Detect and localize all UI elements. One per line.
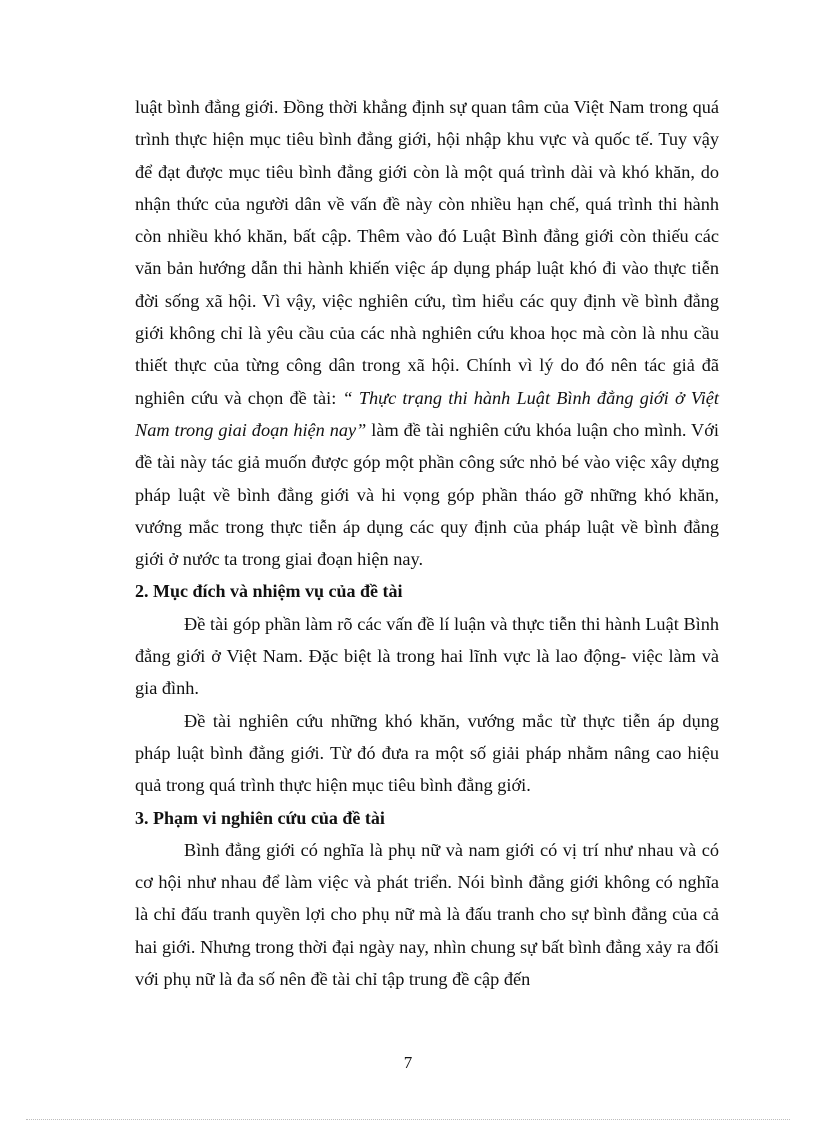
thesis-title: “ Thực trạng thi hành Luật Bình đẳng giới ở Việt Nam trong giai đoạn hiện nay”	[135, 387, 719, 440]
intro-text-part2: làm đề tài nghiên cứu khóa luận cho mình. Với đề tài này tác giả muốn được góp một phần công sức nhỏ bé vào việc xây dựng pháp luật về bình đẳng giới và hi vọng góp phần tháo gỡ những khó khăn, vướng mắc trong thực tiễn áp dụng các quy định của pháp luật về bình đẳng giới ở nước ta trong giai đoạn hiện nay.	[135, 419, 719, 570]
intro-text-part1: luật bình đẳng giới. Đồng thời khẳng định sự quan tâm của Việt Nam trong quá trình thực hiện mục tiêu bình đẳng giới, hội nhập khu vực và quốc tế. Tuy vậy để đạt được mục tiêu bình đẳng giới còn là một quá trình dài và khó khăn, do nhận thức của người dân về vấn đề này còn nhiều hạn chế, quá trình thi hành còn nhiều khó khăn, bất cập. Thêm vào đó Luật Bình đẳng giới còn thiếu các văn bản hướng dẫn thi hành khiến việc áp dụng pháp luật khó đi vào thực tiễn đời sống xã hội. Vì vậy, việc nghiên cứu, tìm hiểu các quy định về bình đẳng giới không chỉ là yêu cầu của các nhà nghiên cứu khoa học mà còn là nhu cầu thiết thực của từng công dân trong xã hội. Chính vì lý do đó nên tác giả đã nghiên cứu và chọn đề tài:	[135, 97, 719, 408]
page-content	[135, 91, 719, 995]
intro-paragraph	[135, 91, 719, 575]
section-3-heading: 3. Phạm vi nghiên cứu của đề tài	[135, 807, 385, 828]
section-3-paragraph: Bình đẳng giới có nghĩa là phụ nữ và nam giới có vị trí như nhau và có cơ hội như nhau để làm việc và phát triển. Nói bình đẳng giới không có nghĩa là chỉ đấu tranh quyền lợi cho phụ nữ mà là đấu tranh cho sự bình đẳng của cả hai giới. Nhưng trong thời đại ngày nay, nhìn chung sự bất bình đẳng xảy ra đối với phụ nữ là đa số nên đề tài chỉ tập trung đề cập đến	[135, 839, 719, 990]
section-2-heading: 2. Mục đích và nhiệm vụ của đề tài	[135, 581, 403, 602]
section-2-paragraph-2: Đề tài nghiên cứu những khó khăn, vướng mắc từ thực tiễn áp dụng pháp luật bình đẳng giới. Từ đó đưa ra một số giải pháp nhằm nâng cao hiệu quả trong quá trình thực hiện mục tiêu bình đẳng giới.	[135, 710, 719, 796]
page-bottom-divider	[26, 1119, 790, 1120]
section-2-paragraph-1: Đề tài góp phần làm rõ các vấn đề lí luận và thực tiễn thi hành Luật Bình đẳng giới ở Việt Nam. Đặc biệt là trong hai lĩnh vực là lao động- việc làm và gia đình.	[135, 613, 719, 699]
page-number: 7	[403, 1053, 413, 1072]
